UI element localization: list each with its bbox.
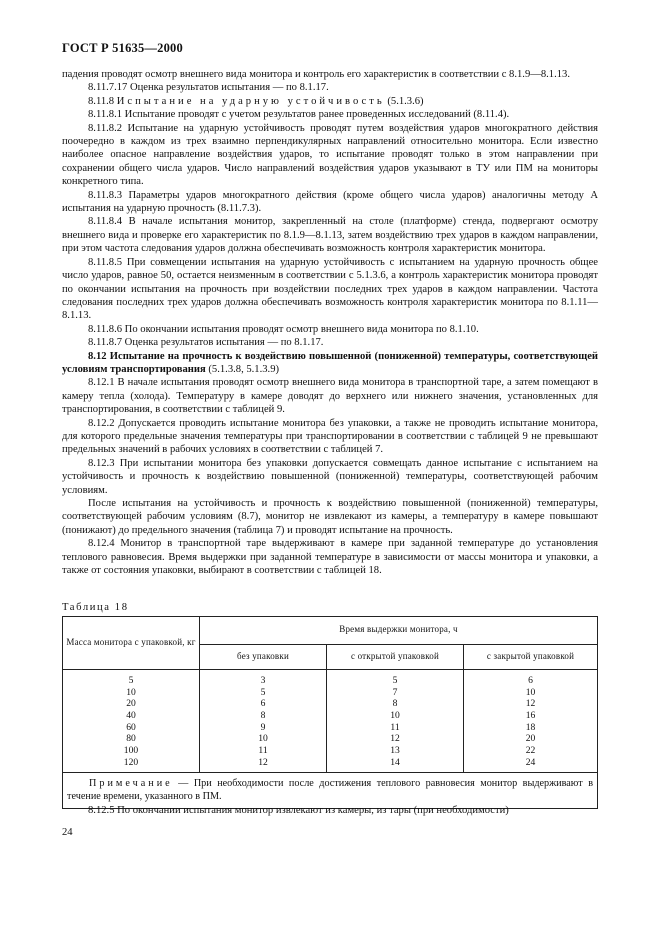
closed-pack-column — [464, 670, 598, 773]
section-number: 8.11.8 — [88, 95, 115, 107]
section-8-12 — [62, 350, 598, 377]
table-cell: 7 — [392, 686, 398, 698]
table-cell: 12 — [258, 756, 268, 768]
table-cell: 10 — [258, 733, 268, 745]
page-number: 24 — [62, 827, 73, 838]
section-title: Испытание на ударную устойчивость — [116, 95, 385, 107]
section-title: Испытание на прочность к воздействию повышенной (пониженной) температуры, соответствующей условиям транспортирования — [62, 350, 598, 375]
time-header: Время выдержки монитора, ч — [200, 617, 598, 645]
table-cell: 16 — [525, 710, 536, 722]
table-cell: 13 — [390, 745, 400, 757]
table-cell: 10 — [525, 686, 536, 698]
paragraph: 8.11.8.7 Оценка результатов испытания — по 8.1.17. — [88, 337, 324, 349]
paragraph: 8.11.8.6 По окончании испытания проводят осмотр внешнего вида монитора по 8.1.10. — [88, 323, 479, 335]
table-cell: 10 — [126, 686, 136, 698]
paragraph: 8.12.3 При испытании монитора без упаковки допускается совмещать данное испытание с испытанием на устойчивость и прочность к воздействию повышенной (пониженной) температуры, соответствующей рабочим условиям. — [62, 457, 598, 496]
paragraph: 8.12.4 Монитор в транспортной таре выдерживают в камере при заданной температуре до установления теплового равновесия. Время выдержки при заданной температуре в зависимости от массы монитора и упаковки, а также от состояния упаковки, выбирают в соответствии с таблицей 18. — [62, 538, 598, 577]
table-cell: 20 — [525, 733, 536, 745]
open-pack-column — [327, 670, 464, 773]
table-18 — [62, 616, 598, 809]
paragraph: 8.11.7.17 Оценка результатов испытания — по 8.1.17. — [88, 82, 329, 94]
table-cell: 12 — [525, 698, 536, 710]
table-cell: 11 — [390, 721, 400, 733]
section-number: 8.12 — [88, 350, 107, 362]
table-cell: 60 — [126, 721, 136, 733]
table-cell: 6 — [528, 675, 533, 686]
mass-header: Масса монитора с упаковкой, кг — [63, 617, 200, 670]
table-cell: 9 — [260, 721, 266, 733]
table-cell: 22 — [525, 745, 536, 757]
section-ref: (5.1.3.8, 5.1.3.9) — [208, 363, 280, 375]
paragraph: падения проводят осмотр внешнего вида монитора и контроль его характеристик в соответствии с 8.1.9—8.1.13. — [62, 69, 570, 80]
table-cell: 100 — [123, 745, 139, 757]
note-label: Примечание — [89, 777, 173, 789]
paragraph: После испытания на устойчивость и прочность к воздействию повышенной (пониженной) температуры, соответствующей рабочим условиям (8.7), монитор не извлекают из камеры, а температуру в камере повышают (понижают) до предельного значения (таблица 7) и проводят испытание на прочность. — [62, 498, 598, 536]
table-cell: 10 — [390, 710, 400, 722]
table-cell: 20 — [126, 698, 136, 710]
section-ref: (5.1.3.6) — [387, 95, 424, 107]
table-cell: 5 — [128, 675, 134, 686]
paragraph: 8.11.8.1 Испытание проводят с учетом результатов ранее проведенных исследований (8.11.4). — [88, 109, 510, 121]
table-cell: 12 — [390, 733, 400, 745]
mass-column — [63, 670, 200, 773]
subheader-closed-pack: с закрытой упаковкой — [464, 644, 598, 669]
body-text — [62, 68, 598, 577]
table-cell: 3 — [260, 675, 266, 686]
note-text: — При необходимости после достижения теплового равновесия монитор выдерживают в течение времени, указанного в ПМ. — [67, 777, 594, 802]
paragraph: 8.11.8.4 В начале испытания монитор, закрепленный на столе (платформе) стенда, подвергают осмотру внешнего вида и проверке его характеристик по 8.1.9—8.1.13, затем воздействию трех ударов в каждом направлении, при этом частота следования ударов должна обеспечивать возможность контроля характеристик монитора. — [62, 216, 598, 255]
paragraph: 8.12.2 Допускается проводить испытание монитора без упаковки, а также не проводить испытание монитора, для которого предельные значения температуры при транспортировании в соответствии с таблицей 9 не превышают предельных значений в рабочих условиях в соответствии с таблицей 7. — [62, 417, 598, 456]
table-cell: 24 — [525, 756, 536, 768]
table-cell: 120 — [123, 756, 139, 768]
table-cell: 40 — [126, 710, 136, 722]
table-cell: 80 — [126, 733, 136, 745]
table-cell: 5 — [260, 686, 266, 698]
table-caption: Таблица 18 — [62, 602, 129, 613]
no-pack-column — [200, 670, 327, 773]
paragraph-after-table: 8.12.5 По окончании испытания монитор извлекают из камеры, из тары (при необходимости) — [88, 805, 509, 816]
paragraph: 8.11.8.2 Испытание на ударную устойчивость проводят путем воздействия ударов многократного действия поочередно в каждом из трех взаимно перпендикулярных направлений относительно монитора. Если известно наиболее опасное направление воздействия ударов, то испытание проводят только в этом направлении при сохранении общего числа ударов. Число направлений воздействия ударов указывают в ТУ или ПМ на мониторы конкретного типа. — [62, 122, 598, 188]
table-cell: 14 — [390, 756, 400, 768]
paragraph: 8.11.8.3 Параметры ударов многократного действия (кроме общего числа ударов) аналогичны методу А испытания на ударную прочность (8.11.7.3). — [62, 189, 598, 215]
paragraph: 8.11.8.5 При совмещении испытания на ударную устойчивость с испытанием на ударную прочность общее число ударов, равное 50, остается неизменным в соответствии с 5.1.3.6, а контроль характеристик монитора проводят по окончании испытания на прочность при воздействии последних трех ударов в каждом направлении. Частота следования последних трех ударов должна обеспечивать возможность контроля характеристик монитора по 8.1.11—8.1.13. — [62, 256, 598, 322]
table-note — [63, 772, 598, 808]
table-cell: 8 — [260, 710, 266, 722]
table-cell: 11 — [258, 745, 268, 757]
paragraph: 8.12.1 В начале испытания проводят осмотр внешнего вида монитора в транспортной таре, а затем помещают в камеру тепла (холода). Температуру в камере доводят до верхнего или нижнего значения, установленных для транспортирования, в соответствии с таблицей 9. — [62, 377, 598, 416]
section-8-11-8 — [62, 95, 598, 108]
page-header: ГОСТ Р 51635—2000 — [62, 41, 183, 55]
table-cell: 8 — [392, 698, 398, 710]
table-cell: 5 — [392, 675, 398, 686]
subheader-open-pack: с открытой упаковкой — [327, 644, 464, 669]
subheader-no-pack: без упаковки — [200, 644, 327, 669]
table-cell: 18 — [525, 721, 536, 733]
table-cell: 6 — [260, 698, 266, 710]
